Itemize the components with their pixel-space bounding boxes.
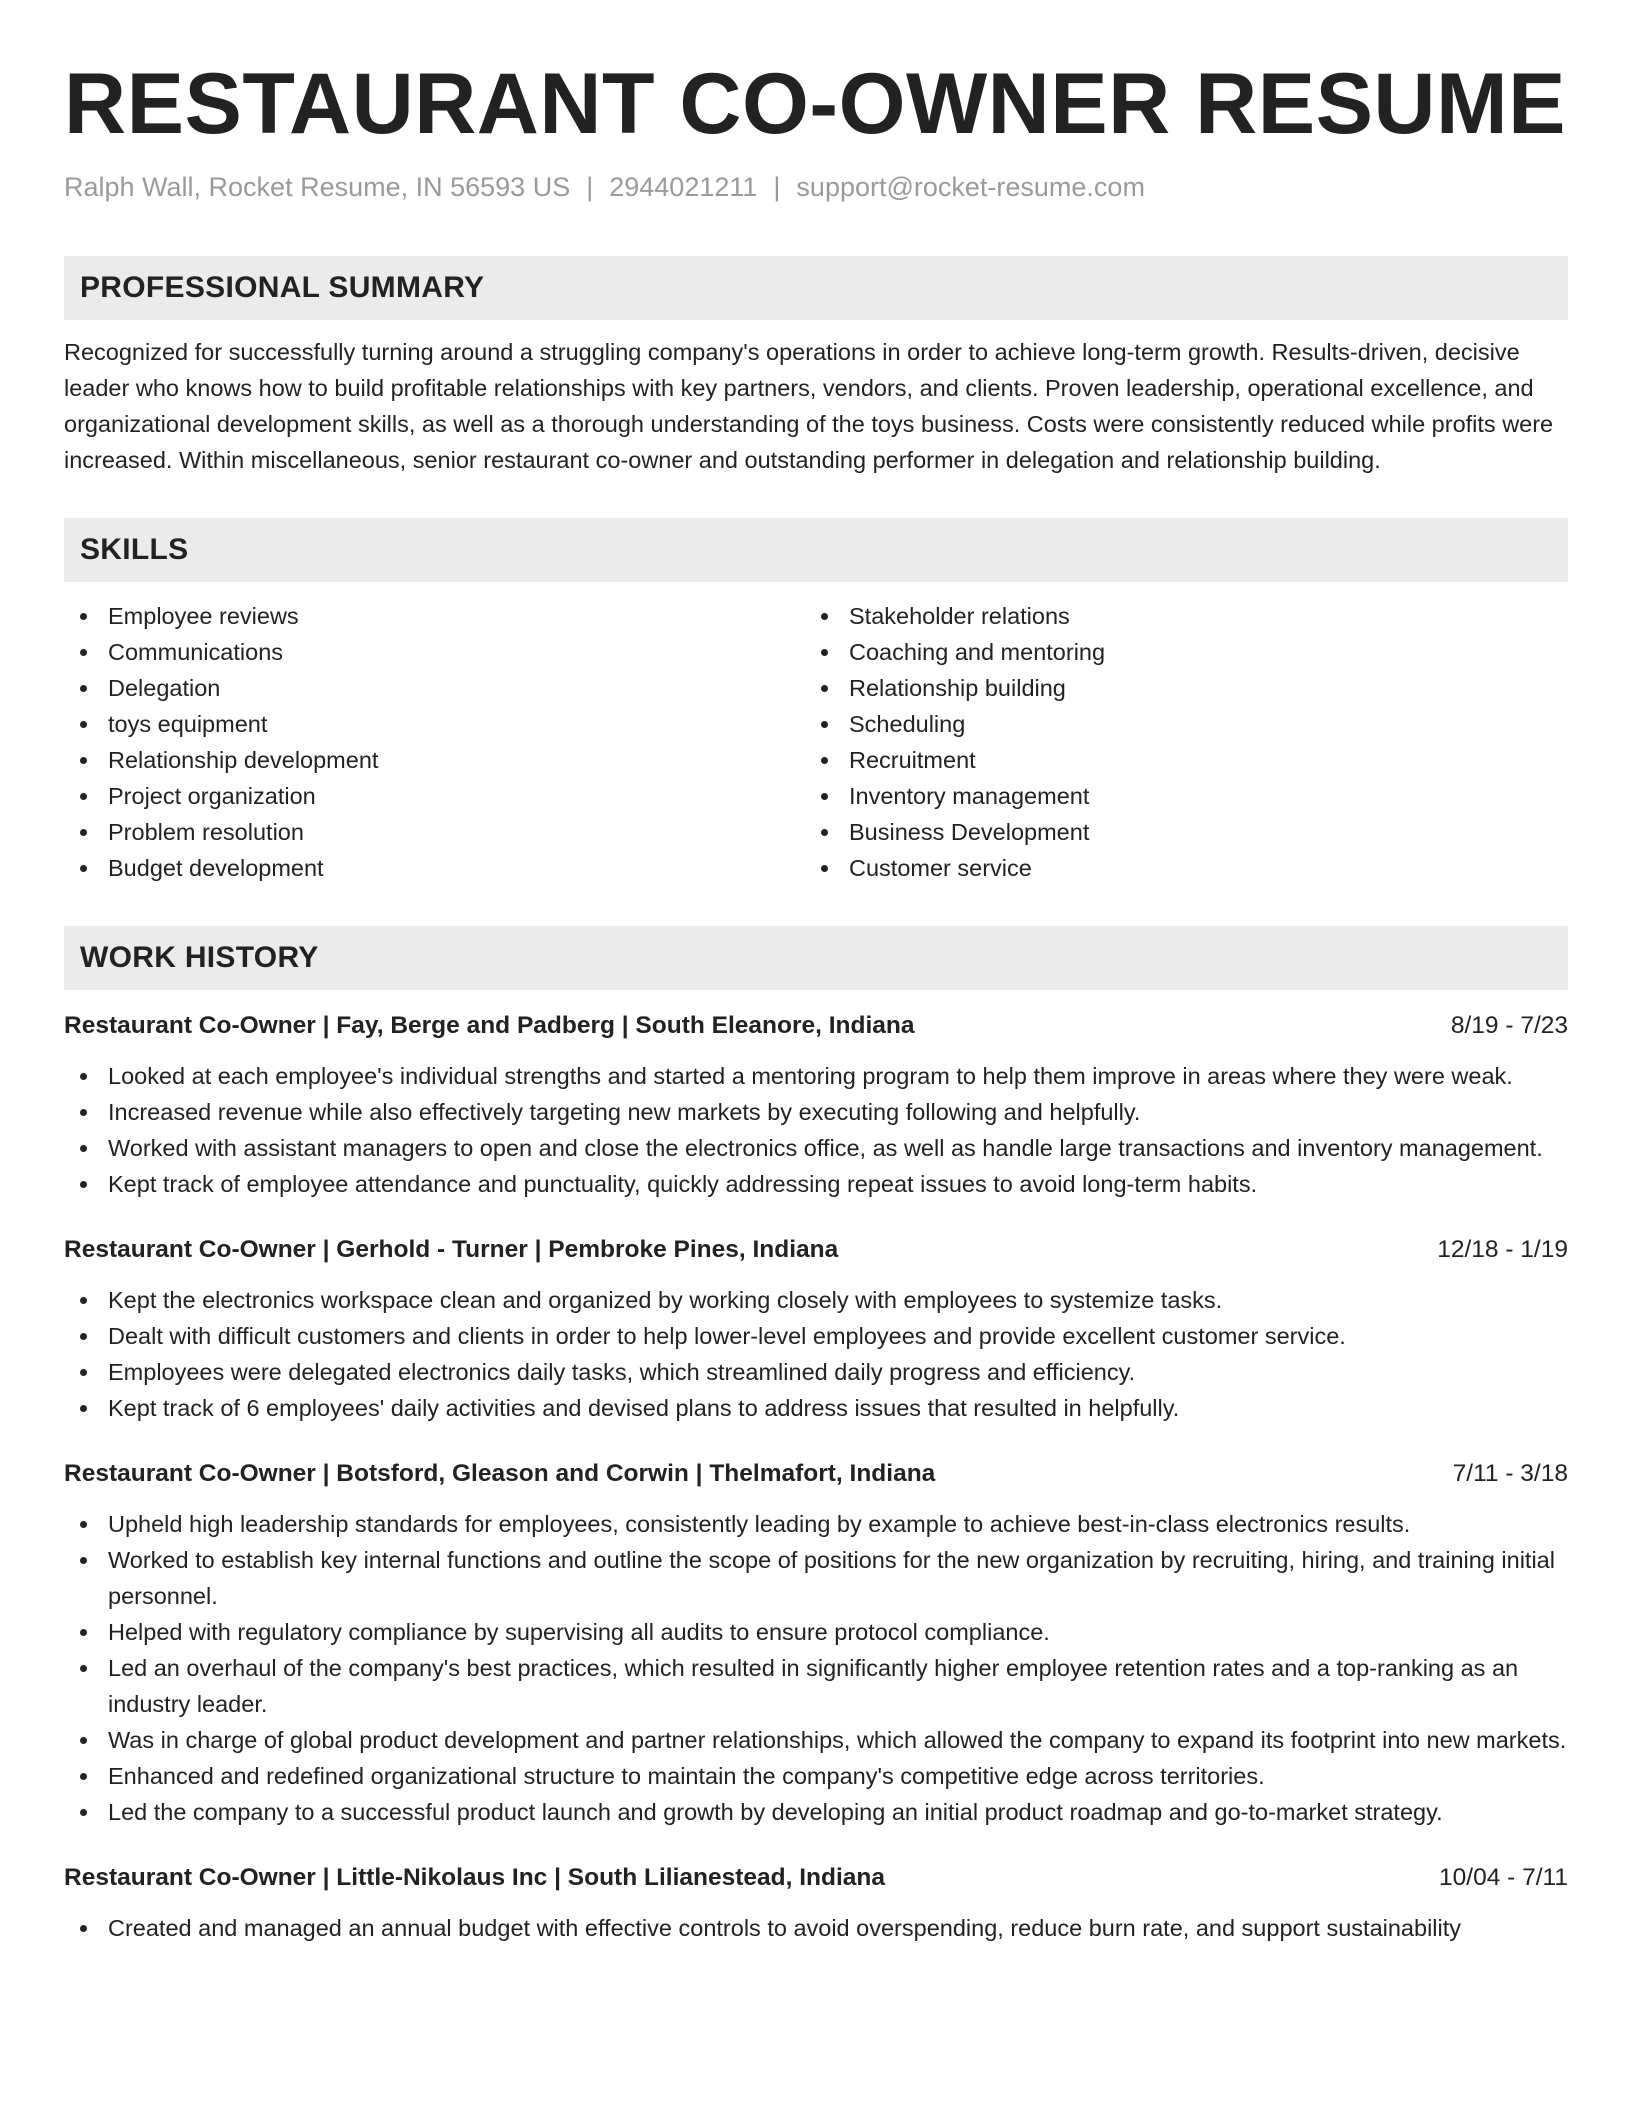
job-bullet: Increased revenue while also effectively targeting new markets by executing following and helpfully. <box>64 1094 1568 1130</box>
job-bullet: Employees were delegated electronics daily tasks, which streamlined daily progress and efficiency. <box>64 1354 1568 1390</box>
job-header <box>64 1456 1568 1492</box>
job-entry <box>64 1456 1568 1830</box>
summary-text: Recognized for successfully turning around a struggling company's operations in order to achieve long-term growth. Results-driven, decisive leader who knows how to build profitable relationships with key partners, vendors, and clients. Proven leadership, operational excellence, and organizational development skills, as well as a thorough understanding of the toys business. Costs were consistently reduced while profits were increased. Within miscellaneous, senior restaurant co-owner and outstanding performer in delegation and relationship building. <box>64 339 1554 473</box>
job-bullet: Was in charge of global product development and partner relationships, which allowed the company to expand its footprint into new markets. <box>64 1722 1568 1758</box>
skill-item: Employee reviews <box>64 598 805 634</box>
skills-heading: SKILLS <box>80 533 189 566</box>
job-bullet: Enhanced and redefined organizational structure to maintain the company's competitive edge across territories. <box>64 1758 1568 1794</box>
skill-item: Problem resolution <box>64 814 805 850</box>
job-bullet: Kept the electronics workspace clean and organized by working closely with employees to systemize tasks. <box>64 1282 1568 1318</box>
job-bullets <box>64 1058 1568 1202</box>
job-bullets <box>64 1506 1568 1830</box>
job-bullet: Dealt with difficult customers and clients in order to help lower-level employees and provide excellent customer service. <box>64 1318 1568 1354</box>
skill-item: Delegation <box>64 670 805 706</box>
job-entry <box>64 1232 1568 1426</box>
skills-column-left <box>64 598 805 886</box>
contact-phone: 2944021211 <box>609 172 758 202</box>
contact-separator: | <box>773 172 781 202</box>
skills-list <box>64 598 1568 886</box>
job-dates: 7/11 - 3/18 <box>1452 1460 1568 1487</box>
job-bullet: Upheld high leadership standards for employees, consistently leading by example to achieve best-in-class electronics results. <box>64 1506 1568 1542</box>
job-title: Restaurant Co-Owner | Fay, Berge and Padberg | South Eleanore, Indiana <box>64 1012 915 1039</box>
job-dates: 10/04 - 7/11 <box>1439 1864 1568 1891</box>
job-title: Restaurant Co-Owner | Little-Nikolaus Inc | South Lilianestead, Indiana <box>64 1864 885 1891</box>
job-entry <box>64 1008 1568 1202</box>
job-bullet: Kept track of 6 employees' daily activities and devised plans to address issues that resulted in helpfully. <box>64 1390 1568 1426</box>
skill-item: Customer service <box>805 850 1105 886</box>
skill-item: Budget development <box>64 850 805 886</box>
job-title: Restaurant Co-Owner | Botsford, Gleason and Corwin | Thelmafort, Indiana <box>64 1460 936 1487</box>
job-bullet: Kept track of employee attendance and punctuality, quickly addressing repeat issues to avoid long-term habits. <box>64 1166 1568 1202</box>
contact-separator: | <box>586 172 594 202</box>
skill-item: Relationship development <box>64 742 805 778</box>
job-dates: 8/19 - 7/23 <box>1450 1012 1568 1039</box>
skill-item: Recruitment <box>805 742 1105 778</box>
job-entry <box>64 1860 1568 1946</box>
skill-item: toys equipment <box>64 706 805 742</box>
job-header <box>64 1008 1568 1044</box>
work-history-heading: WORK HISTORY <box>80 941 319 974</box>
skill-item: Business Development <box>805 814 1105 850</box>
skill-item: Project organization <box>64 778 805 814</box>
job-bullets <box>64 1282 1568 1426</box>
skill-item: Stakeholder relations <box>805 598 1105 634</box>
job-bullet: Looked at each employee's individual strengths and started a mentoring program to help them improve in areas where they were weak. <box>64 1058 1568 1094</box>
job-bullet: Worked with assistant managers to open and close the electronics office, as well as handle large transactions and inventory management. <box>64 1130 1568 1166</box>
resume-title: RESTAURANT CO-OWNER RESUME <box>64 56 1567 152</box>
contact-email: support@rocket-resume.com <box>796 172 1145 202</box>
skill-item: Coaching and mentoring <box>805 634 1105 670</box>
contact-line <box>64 170 1568 204</box>
job-dates: 12/18 - 1/19 <box>1437 1236 1568 1263</box>
job-title: Restaurant Co-Owner | Gerhold - Turner | Pembroke Pines, Indiana <box>64 1236 839 1263</box>
skill-item: Relationship building <box>805 670 1105 706</box>
contact-address: Ralph Wall, Rocket Resume, IN 56593 US <box>64 172 571 202</box>
job-bullets <box>64 1910 1568 1946</box>
summary-section-header <box>64 256 1568 320</box>
work-history-section-header <box>64 926 1568 990</box>
job-bullet: Helped with regulatory compliance by supervising all audits to ensure protocol compliance. <box>64 1614 1568 1650</box>
summary-heading: PROFESSIONAL SUMMARY <box>80 271 485 304</box>
skills-column-right <box>805 598 1105 886</box>
job-bullet: Led an overhaul of the company's best practices, which resulted in significantly higher employee retention rates and a top-ranking as an industry leader. <box>64 1650 1568 1722</box>
skill-item: Communications <box>64 634 805 670</box>
job-bullet: Led the company to a successful product launch and growth by developing an initial product roadmap and go-to-market strategy. <box>64 1794 1568 1830</box>
job-header <box>64 1860 1568 1896</box>
skill-item: Inventory management <box>805 778 1105 814</box>
skill-item: Scheduling <box>805 706 1105 742</box>
job-bullet: Created and managed an annual budget with effective controls to avoid overspending, reduce burn rate, and support sustainability <box>64 1910 1568 1946</box>
job-bullet: Worked to establish key internal functions and outline the scope of positions for the new organization by recruiting, hiring, and training initial personnel. <box>64 1542 1568 1614</box>
skills-section-header <box>64 518 1568 582</box>
job-header <box>64 1232 1568 1268</box>
